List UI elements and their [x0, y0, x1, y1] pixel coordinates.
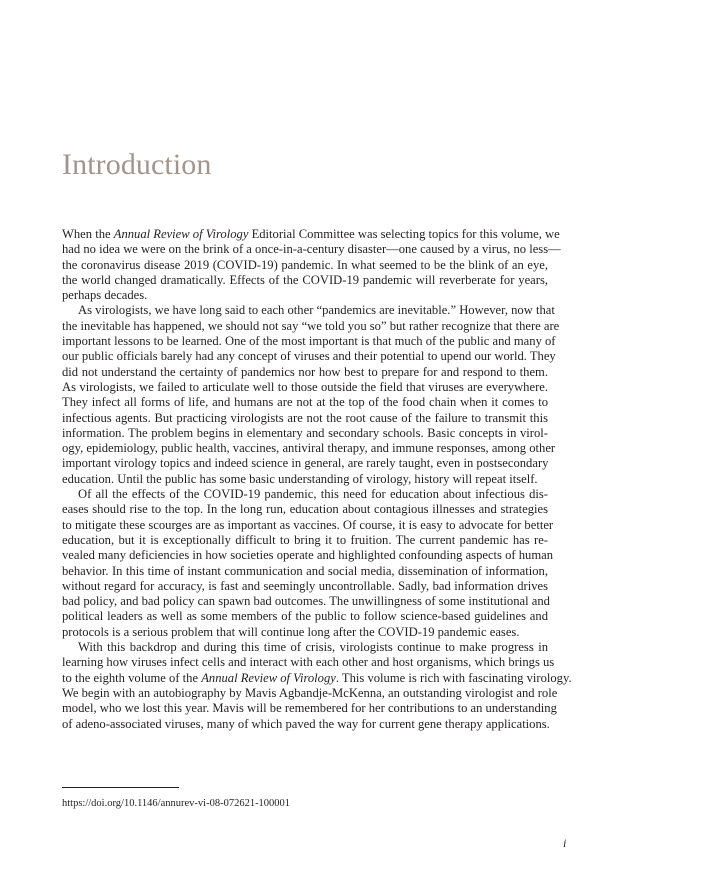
text-line: With this backdrop and during this time of crisis, virologists continue to make progress in	[78, 640, 548, 655]
text-line: education. Until the public has some basic understanding of virology, history will repeat itself.	[62, 471, 538, 486]
text-line: vealed many deficiencies in how societies operate and highlighted confounding aspects of human	[62, 548, 554, 563]
text-line: When the Annual Review of Virology Editorial Committee was selecting topics for this volume, we	[62, 227, 560, 241]
text-line: infectious agents. But practicing virologists are not the root cause of the failure to transmit this	[62, 410, 548, 425]
text-line: the coronavirus disease 2019 (COVID-19) pandemic. In what seemed to be the blink of an eye,	[62, 257, 548, 272]
page-title: Introduction	[62, 148, 212, 181]
text-line: information. The problem begins in elementary and secondary schools. Basic concepts in virol-	[62, 425, 548, 440]
footnote-rule	[62, 787, 179, 788]
text-line: without regard for accuracy, is fast and seemingly uncontrollable. Sadly, bad information drives	[62, 578, 548, 593]
text-line: bad policy, and bad policy can spawn bad outcomes. The unwillingness of some institutional and	[62, 594, 550, 609]
text-line: They infect all forms of life, and humans are not at the top of the food chain when it comes to	[62, 395, 548, 410]
text-line: learning how viruses infect cells and interact with each other and host organisms, which brings us	[62, 655, 555, 670]
text-line: had no idea we were on the brink of a once-in-a-century disaster—one caused by a virus, no less—	[62, 242, 561, 257]
article-body	[62, 227, 572, 732]
doi-footnote[interactable]: https://doi.org/10.1146/annurev-vi-08-072621-100001	[62, 798, 291, 809]
text-line: behavior. In this time of instant communication and social media, dissemination of information,	[62, 563, 548, 578]
text-line: protocols is a serious problem that will continue long after the COVID-19 pandemic eases.	[62, 624, 520, 639]
text-line: political leaders as well as some members of the public to follow science-based guidelines and	[62, 609, 548, 624]
text-line: to the eighth volume of the Annual Review of Virology. This volume is rich with fascinating virology.	[62, 670, 572, 685]
text-line: to mitigate these scourges are as important as vaccines. Of course, it is easy to advocate for better	[62, 517, 554, 532]
text-line: of adeno-associated viruses, many of which paved the way for current gene therapy applications.	[62, 716, 550, 731]
text-line: education, but it is exceptionally difficult to bring it to fruition. The current pandemic has re-	[62, 532, 548, 547]
page-number: i	[563, 836, 567, 850]
text-line: As virologists, we have long said to each other “pandemics are inevitable.” However, now that	[78, 303, 555, 318]
text-line: ogy, epidemiology, public health, vaccines, antiviral therapy, and immune responses, among other	[62, 441, 556, 456]
text-line: the world changed dramatically. Effects of the COVID-19 pandemic will reverberate for years,	[62, 272, 548, 287]
text-line: Of all the effects of the COVID-19 pandemic, this need for education about infectious dis-	[78, 487, 548, 502]
text-line: important lessons to be learned. One of the most important is that much of the public and many of	[62, 334, 556, 349]
text-line: We begin with an autobiography by Mavis Agbandje-McKenna, an outstanding virologist and role	[62, 685, 558, 700]
text-line: our public officials barely had any concept of viruses and their potential to upend our world. They	[62, 349, 556, 364]
text-line: perhaps decades.	[62, 288, 148, 303]
text-line: As virologists, we failed to articulate well to those outside the field that viruses are everywhere.	[62, 379, 548, 394]
text-line: model, who we lost this year. Mavis will be remembered for her contributions to an understanding	[62, 701, 557, 716]
text-line: the inevitable has happened, we should not say “we told you so” but rather recognize that there are	[62, 318, 560, 333]
text-line: did not understand the certainty of pandemics nor how best to prepare for and respond to them.	[62, 364, 548, 379]
text-line: important virology topics and indeed science in general, are rarely taught, even in postsecondary	[62, 456, 549, 471]
text-line: eases should rise to the top. In the long run, education about contagious illnesses and strategies	[62, 502, 548, 517]
